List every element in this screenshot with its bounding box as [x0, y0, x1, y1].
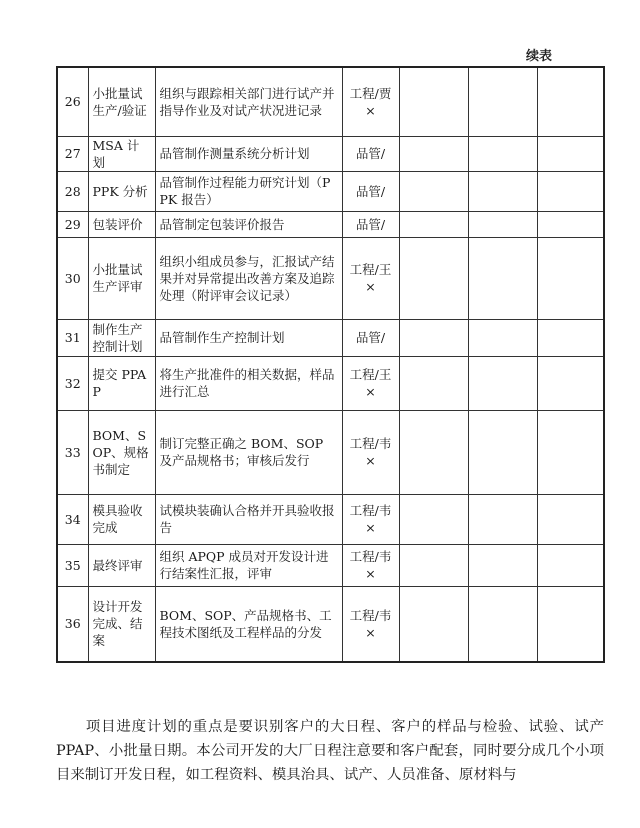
row-schedule-cell [468, 494, 537, 544]
row-schedule-cell [468, 356, 537, 410]
row-owner: 工程/王× [342, 237, 399, 319]
row-number: 35 [57, 544, 88, 586]
row-item: 提交 PPAP [88, 356, 155, 410]
table-row [57, 356, 604, 410]
row-description: 组织小组成员参与，汇报试产结果并对异常提出改善方案及追踪处理（附评审会议记录） [155, 237, 342, 319]
row-schedule-cell [399, 136, 468, 171]
row-owner: 工程/韦× [342, 586, 399, 662]
table-row [57, 67, 604, 136]
row-description: 试模块装确认合格并开具验收报告 [155, 494, 342, 544]
row-item: 小批量试生产/验证 [88, 67, 155, 136]
row-schedule-cell [399, 319, 468, 356]
row-schedule-cell [537, 544, 604, 586]
row-schedule-cell [399, 356, 468, 410]
table-row [57, 319, 604, 356]
row-schedule-cell [468, 67, 537, 136]
table-row [57, 494, 604, 544]
row-owner: 工程/韦× [342, 494, 399, 544]
row-item: 模具验收完成 [88, 494, 155, 544]
row-schedule-cell [468, 237, 537, 319]
row-schedule-cell [537, 356, 604, 410]
row-schedule-cell [468, 136, 537, 171]
row-schedule-cell [537, 171, 604, 211]
row-schedule-cell [468, 211, 537, 237]
row-schedule-cell [537, 211, 604, 237]
continued-label: 续表 [526, 49, 553, 64]
row-number: 27 [57, 136, 88, 171]
row-description: 将生产批准件的相关数据，样品进行汇总 [155, 356, 342, 410]
table-row [57, 171, 604, 211]
row-schedule-cell [537, 237, 604, 319]
row-item: 制作生产控制计划 [88, 319, 155, 356]
row-item: BOM、SOP、规格书制定 [88, 410, 155, 494]
row-item: 小批量试生产评审 [88, 237, 155, 319]
table-row [57, 410, 604, 494]
row-schedule-cell [399, 171, 468, 211]
row-schedule-cell [537, 136, 604, 171]
row-item: 最终评审 [88, 544, 155, 586]
table-row [57, 136, 604, 171]
row-description: 品管制作测量系统分析计划 [155, 136, 342, 171]
row-item: PPK 分析 [88, 171, 155, 211]
row-schedule-cell [399, 586, 468, 662]
row-schedule-cell [537, 319, 604, 356]
row-schedule-cell [399, 494, 468, 544]
table-row [57, 237, 604, 319]
row-owner: 品管/ [342, 211, 399, 237]
row-number: 29 [57, 211, 88, 237]
row-number: 34 [57, 494, 88, 544]
row-owner: 工程/韦× [342, 410, 399, 494]
row-number: 26 [57, 67, 88, 136]
row-item: MSA 计划 [88, 136, 155, 171]
row-item: 包装评价 [88, 211, 155, 237]
row-description: 品管制作生产控制计划 [155, 319, 342, 356]
row-item: 设计开发完成、结案 [88, 586, 155, 662]
row-number: 31 [57, 319, 88, 356]
row-owner: 工程/王× [342, 356, 399, 410]
table-row [57, 544, 604, 586]
row-schedule-cell [468, 171, 537, 211]
row-schedule-cell [399, 544, 468, 586]
row-schedule-cell [399, 237, 468, 319]
row-schedule-cell [399, 67, 468, 136]
row-schedule-cell [468, 586, 537, 662]
row-description: 组织与跟踪相关部门进行试产并指导作业及对试产状况进记录 [155, 67, 342, 136]
project-plan-table [56, 66, 605, 663]
row-owner: 品管/ [342, 136, 399, 171]
row-schedule-cell [468, 319, 537, 356]
row-schedule-cell [468, 410, 537, 494]
row-owner: 品管/ [342, 319, 399, 356]
row-owner: 工程/韦× [342, 544, 399, 586]
table-row [57, 211, 604, 237]
row-description: BOM、SOP、产品规格书、工程技术图纸及工程样品的分发 [155, 586, 342, 662]
body-paragraph [56, 715, 604, 787]
body-paragraph-text: 项目进度计划的重点是要识别客户的大日程、客户的样品与检验、试验、试产PPAP、小批量日期。本公司开发的大厂日程注意要和客户配套，同时要分成几个小项目来制订开发日程，如工程资料、模具治具、试产、人员准备、原材料与 [56, 719, 604, 783]
row-schedule-cell [537, 410, 604, 494]
row-description: 组织 APQP 成员对开发设计进行结案性汇报，评审 [155, 544, 342, 586]
row-owner: 品管/ [342, 171, 399, 211]
row-number: 33 [57, 410, 88, 494]
table-body [57, 67, 604, 662]
row-number: 32 [57, 356, 88, 410]
row-schedule-cell [537, 494, 604, 544]
row-description: 品管制作过程能力研究计划（PPK 报告） [155, 171, 342, 211]
row-schedule-cell [537, 67, 604, 136]
table-row [57, 586, 604, 662]
row-schedule-cell [399, 410, 468, 494]
row-description: 制订完整正确之 BOM、SOP 及产品规格书；审核后发行 [155, 410, 342, 494]
row-owner: 工程/贾× [342, 67, 399, 136]
row-number: 36 [57, 586, 88, 662]
row-schedule-cell [468, 544, 537, 586]
row-schedule-cell [537, 586, 604, 662]
row-number: 30 [57, 237, 88, 319]
row-schedule-cell [399, 211, 468, 237]
row-number: 28 [57, 171, 88, 211]
row-description: 品管制定包装评价报告 [155, 211, 342, 237]
